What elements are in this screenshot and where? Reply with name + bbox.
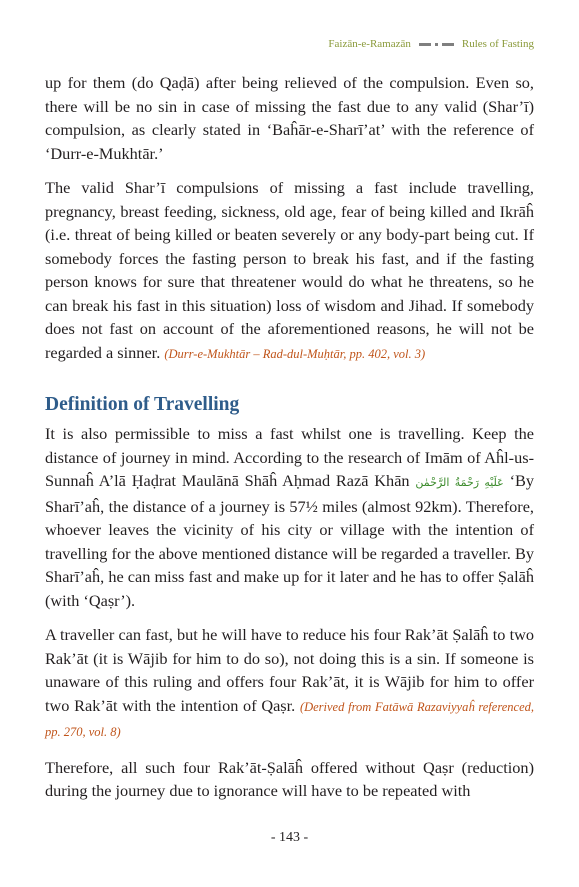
honorific-arabic: عَلَيْهِ رَحْمَةُ الرَّحْمٰن: [415, 476, 504, 489]
reference-citation: (Derived from Fatāwā Razaviyyaĥ referenced, pp. 270, vol. 8): [45, 699, 534, 739]
header-book-title: Faizān-e-Ramazān: [328, 38, 411, 50]
running-header: [328, 38, 534, 50]
paragraph-2: The valid Shar’ī compulsions of missing a fast include travelling, pregnancy, breast feeding, sickness, old age, fear of being killed and Ikrāĥ (i.e. threat of being killed or beaten severely or any body-part being cut. If somebody forces the fasting person to break his fast, and if the fasting person knows for sure that threatener would do what he threatens, so he can break his fast in this situation) loss of wisdom and Jihad. If somebody does not fast on account of the aforementioned reasons, he will not be regarded a sinner. (Durr-e-Mukhtār – Rad-dul-Muḥtār, pp. 402, vol. 3): [45, 178, 534, 362]
header-separator: [419, 43, 454, 46]
section-heading: Definition of Travelling: [45, 394, 240, 415]
page-body: [45, 71, 534, 814]
page-number: - 143 -: [270, 830, 309, 845]
paragraph-4: A traveller can fast, but he will have to reduce his four Rak’āt Ṣalāĥ to two Rak’āt (it is Wājib for him to do so), not doing this is a sin. If someone is unaware of this ruling and offers four Rak’āt, it is Wājib for him to offer two Rak’āt with the intention of Qaṣr. (Derived from Fatāwā Razaviyyaĥ referenced, pp. 270, vol. 8): [45, 625, 534, 739]
reference-citation: (Durr-e-Mukhtār – Rad-dul-Muḥtār, pp. 402, vol. 3): [164, 346, 426, 361]
paragraph-5: Therefore, all such four Rak’āt-Ṣalāĥ offered without Qaṣr (reduction) during the journey due to ignorance will have to be repeated with: [45, 757, 534, 800]
header-chapter-title: Rules of Fasting: [461, 38, 534, 50]
paragraph-1: up for them (do Qaḍā) after being relieved of the compulsion. Even so, there will be no sin in case of missing the fast due to any valid (Shar’ī) compulsion, as clearly stated in ‘Baĥār-e-Sharī’at’ with the reference of ‘Durr-e-Mukhtār.’: [45, 73, 534, 163]
paragraph-3: It is also permissible to miss a fast whilst one is travelling. Keep the distance of journey in mind. According to the research of Imām of Aĥl-us-Sunnaĥ A’lā Ḥaḍrat Maulānā Shāĥ Aḥmad Razā Khān عَلَيْهِ رَحْمَةُ الرَّحْمٰن ‘By Sharī’aĥ, the distance of a journey is 57½ miles (almost 92km). Therefore, whoever leaves the vicinity of his city or village with the intention of travelling for the above mentioned distance will be regarded a traveller. By Sharī’aĥ, he can miss fast and make up for it later and he has to offer Ṣalāĥ (with ‘Qaṣr’).: [45, 424, 535, 610]
